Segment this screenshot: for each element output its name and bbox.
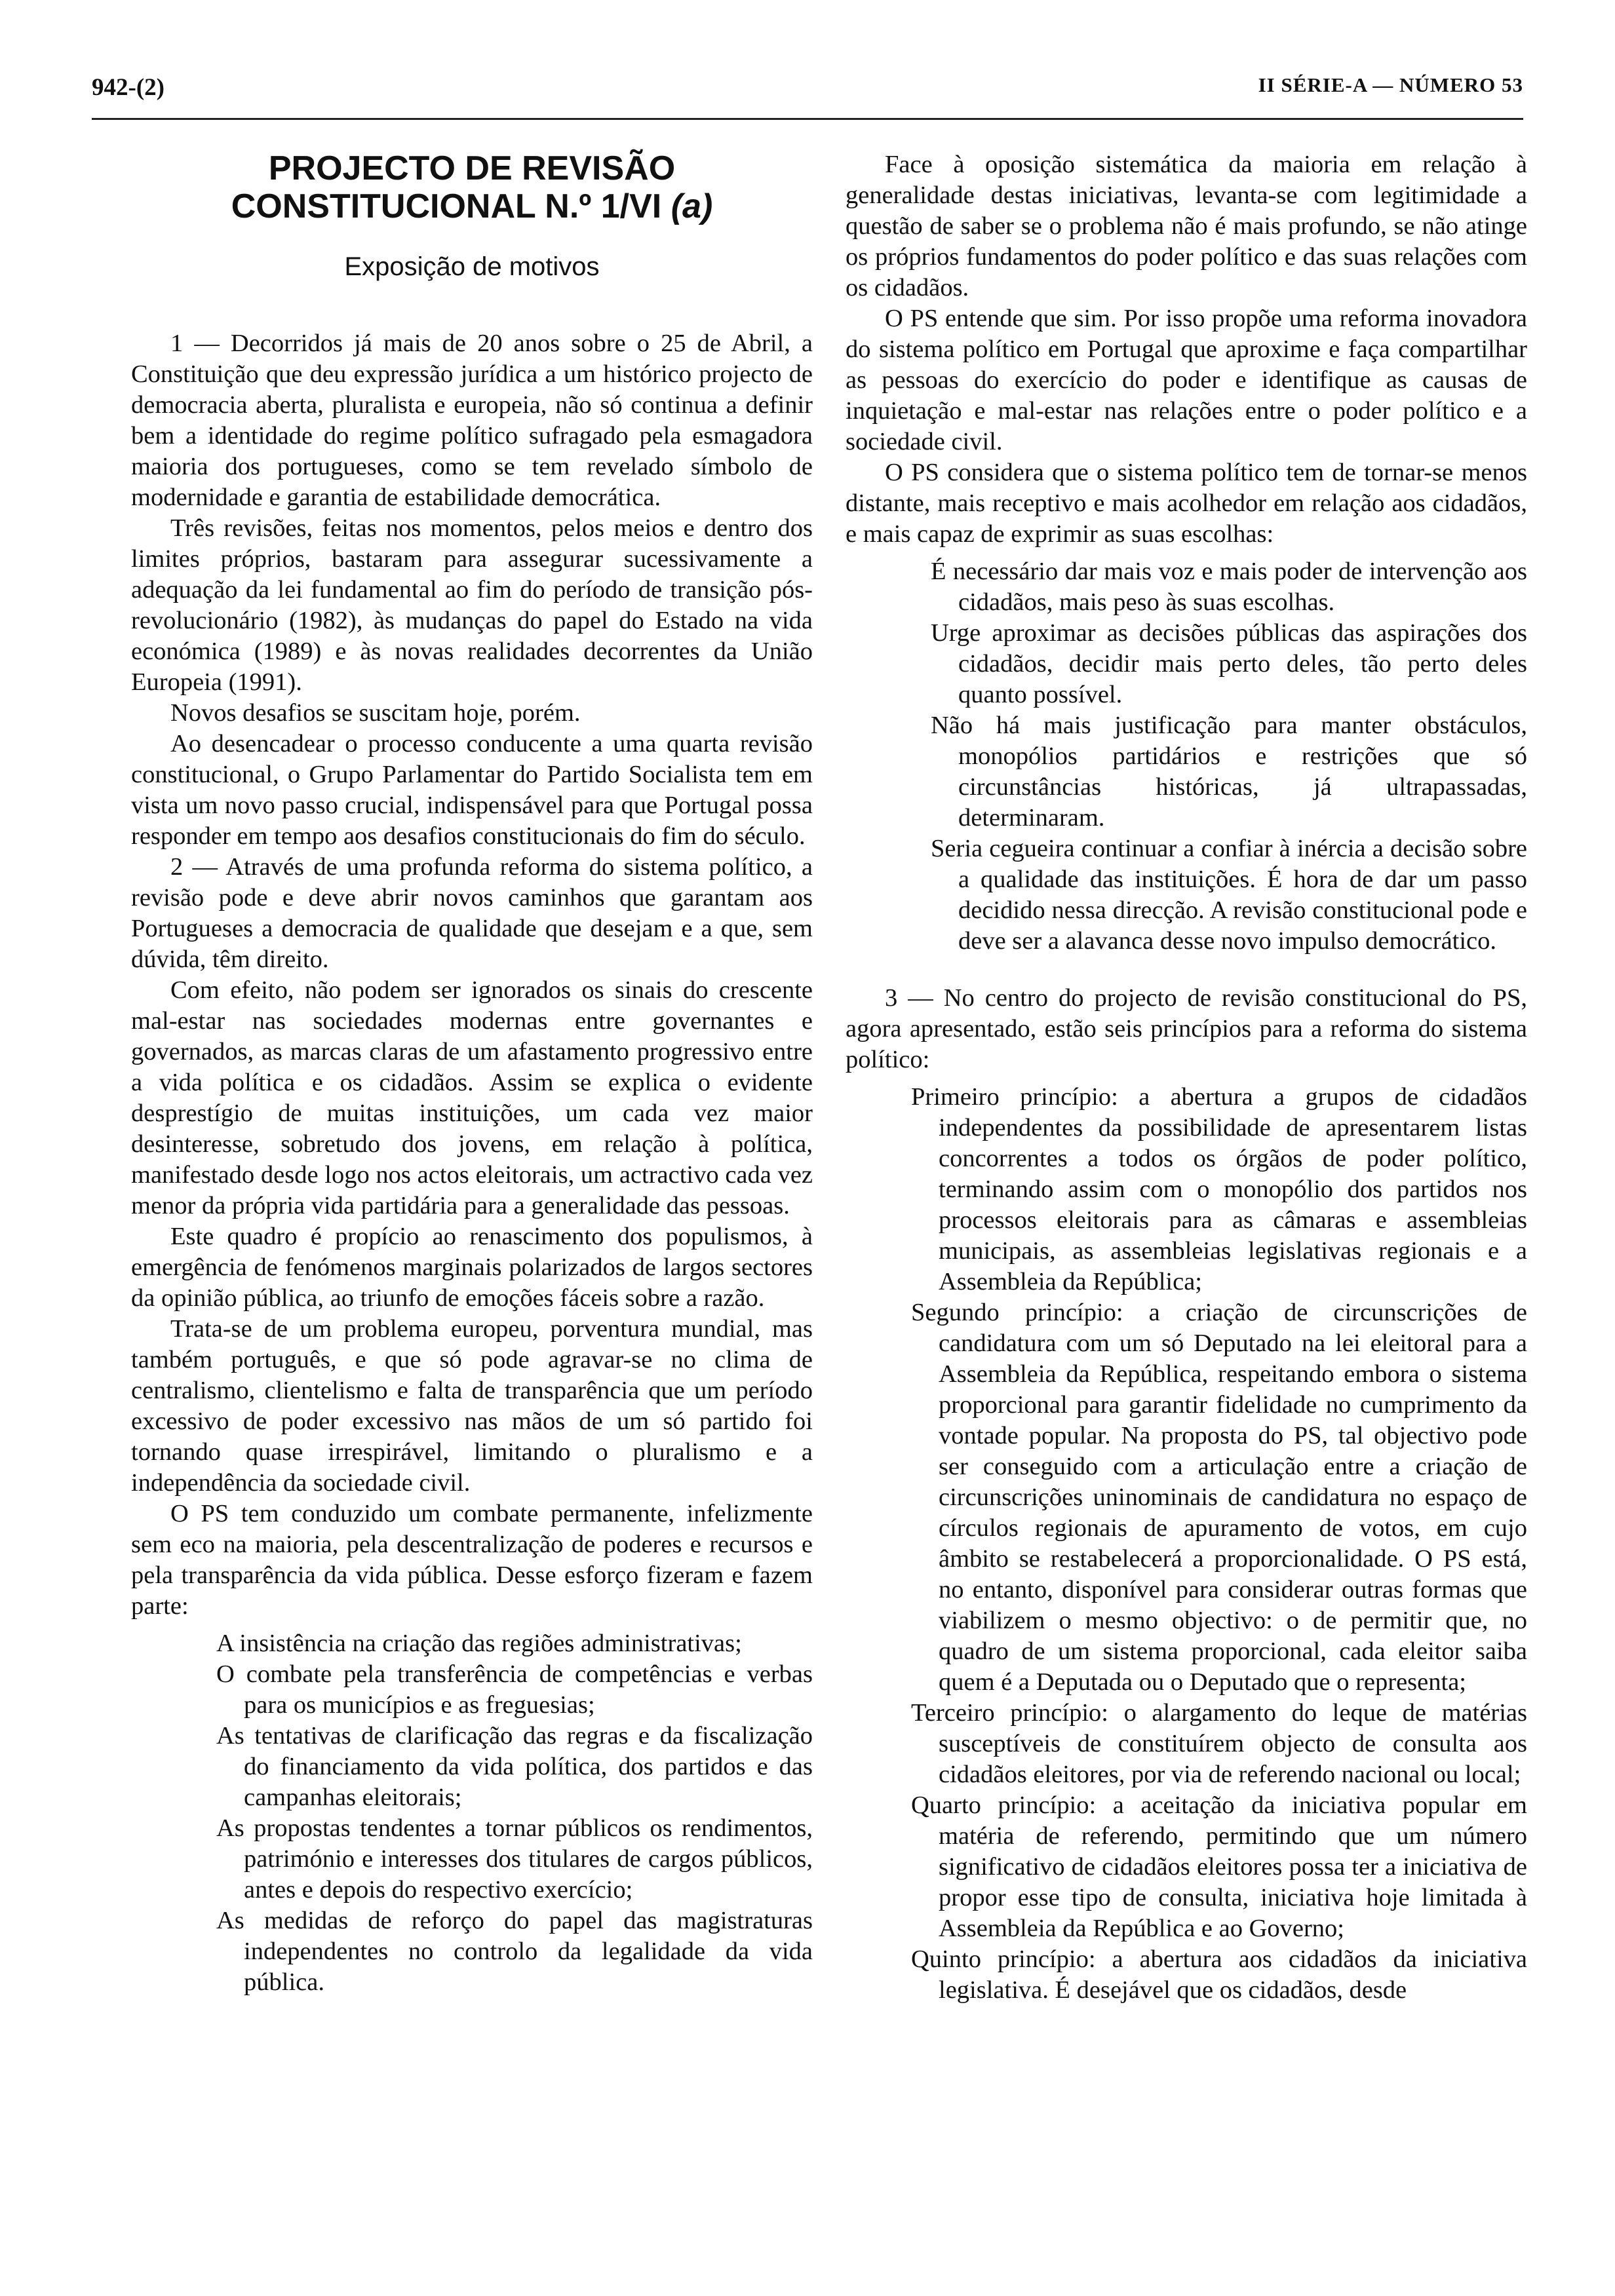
title-line-2-text: CONSTITUCIONAL N.º 1/VI	[231, 187, 662, 225]
list-item: O combate pela transferência de competências e verbas para os municípios e as freguesias;	[216, 1660, 813, 1719]
header-rule	[92, 118, 1523, 120]
list-item: Seria cegueira continuar a confiar à inércia a decisão sobre a qualidade das instituições. É hora de dar um passo decidido nessa direcção. A revisão constitucional pode e deve ser a alavanca desse novo impulso democrático.	[931, 835, 1527, 955]
principle-item: Primeiro princípio: a abertura a grupos de cidadãos independentes da possibilidade de apresentarem listas concorrentes a todos os órgãos de poder político, terminando assim com o monopólio dos partidos nos processos eleitorais para as câmaras e assembleias municipais, as assembleias legislativas regionais e a Assembleia da República;	[911, 1083, 1527, 1295]
principle-item: Segundo princípio: a criação de circunscrições de candidatura com um só Deputado na lei eleitoral para a Assembleia da República, respeitando embora o sistema proporcional para garantir fidelidade no cumprimento da vontade popular. Na proposta do PS, tal objectivo pode ser conseguido com a articulação entre a criação de circunscrições uninominais de candidatura no espaço de círculos regionais de apuramento de votos, em cujo âmbito se restabelecerá a proporcionalidade. O PS está, no entanto, disponível para considerar outras formas que viabilizem o mesmo objectivo: o de permitir que, no quadro de um sistema proporcional, cada eleitor saiba quem é a Deputada ou o Deputado que o representa;	[911, 1299, 1527, 1696]
paragraph: Ao desencadear o processo conducente a uma quarta revisão constitucional, o Grupo Parlamentar do Partido Socialista tem em vista um novo passo crucial, indispensável para que Portugal possa responder em tempo aos desafios constitucionais do fim do século.	[131, 730, 813, 850]
principle-item: Quinto princípio: a abertura aos cidadãos da iniciativa legislativa. É desejável que os cidadãos, desde	[911, 1945, 1527, 2004]
aims-list	[846, 556, 1527, 957]
document-title	[131, 149, 813, 225]
page-header	[0, 73, 1615, 119]
paragraph: O PS tem conduzido um combate permanente, infelizmente sem eco na maioria, pela descentralização de poderes e recursos e pela transparência da vida pública. Desse esforço fizeram e fazem parte:	[131, 1500, 813, 1620]
title-line-2	[131, 187, 813, 225]
paragraph: 3 — No centro do projecto de revisão constitucional do PS, agora apresentado, estão seis princípios para a reforma do sistema político:	[846, 984, 1527, 1073]
paragraph: 1 — Decorridos já mais de 20 anos sobre o 25 de Abril, a Constituição que deu expressão jurídica a um histórico projecto de democracia aberta, pluralista e europeia, não só continua a definir bem a identidade do regime político sufragado pela esmagadora maioria dos portugueses, como se tem revelado símbolo de modernidade e garantia de estabilidade democrática.	[131, 330, 813, 511]
title-footnote-ref: (a)	[671, 187, 713, 225]
paragraph: O PS entende que sim. Por isso propõe uma reforma inovadora do sistema político em Portugal que aproxime e faça compartilhar as pessoas do exercício do poder e identifique as causas de inquietação e mal-estar nas relações entre o poder político e a sociedade civil.	[846, 305, 1527, 455]
principle-item: Quarto princípio: a aceitação da iniciativa popular em matéria de referendo, permitindo que um número significativo de cidadãos eleitores possa ter a iniciativa de propor esse tipo de consulta, iniciativa hoje limitada à Assembleia da República e ao Governo;	[911, 1791, 1527, 1942]
measures-list	[131, 1628, 813, 1998]
paragraph: Com efeito, não podem ser ignorados os sinais do crescente mal-estar nas sociedades modernas entre governantes e governados, as marcas claras de um afastamento progressivo entre a vida política e os cidadãos. Assim se explica o evidente desprestígio de muitas instituições, um cada vez maior desinteresse, sobretudo dos jovens, em relação à política, manifestado desde logo nos actos eleitorais, um actractivo cada vez menor da própria vida partidária para a generalidade das pessoas.	[131, 976, 813, 1219]
list-item: Urge aproximar as decisões públicas das aspirações dos cidadãos, decidir mais perto deles, tão perto deles quanto possível.	[931, 619, 1527, 708]
list-item: As medidas de reforço do papel das magistraturas independentes no controlo da legalidade da vida pública.	[216, 1907, 813, 1996]
list-item: A insistência na criação das regiões administrativas;	[216, 1630, 742, 1657]
paragraph: Novos desafios se suscitam hoje, porém.	[170, 699, 581, 727]
principles-list	[846, 1082, 1527, 2006]
list-item: É necessário dar mais voz e mais poder de intervenção aos cidadãos, mais peso às suas escolhas.	[931, 558, 1527, 616]
paragraph: Três revisões, feitas nos momentos, pelos meios e dentro dos limites próprios, bastaram para assegurar sucessivamente a adequação da lei fundamental ao fim do período de transição pós-revolucionário (1982), às mudanças do papel do Estado na vida económica (1989) e às novas realidades decorrentes da União Europeia (1991).	[131, 514, 813, 696]
left-column	[131, 149, 813, 2004]
paragraph: Face à oposição sistemática da maioria em relação à generalidade destas iniciativas, levanta-se com legitimidade a questão de saber se o problema não é mais profundo, se não atinge os próprios fundamentos do poder político e das suas relações com os cidadãos.	[846, 151, 1527, 301]
paragraph: Trata-se de um problema europeu, porventura mundial, mas também português, e que só pode agravar-se no clima de centralismo, clientelismo e falta de transparência que um período excessivo de poder excessivo nas mãos de um só partido foi tornando quase irrespirável, limitando o pluralismo e a independência da sociedade civil.	[131, 1315, 813, 1497]
paragraph: Este quadro é propício ao renascimento dos populismos, à emergência de fenómenos marginais polarizados de largos sectores da opinião pública, ao triunfo de emoções fáceis sobre a razão.	[131, 1223, 813, 1312]
list-item: Não há mais justificação para manter obstáculos, monopólios partidários e restrições que só circunstâncias históricas, já ultrapassadas, determinaram.	[931, 712, 1527, 832]
paragraph: 2 — Através de uma profunda reforma do sistema político, a revisão pode e deve abrir novos caminhos que garantam aos Portugueses a democracia de qualidade que desejam e a que, sem dúvida, têm direito.	[131, 853, 813, 973]
series-number: II SÉRIE-A — NÚMERO 53	[1258, 73, 1523, 96]
right-column	[846, 149, 1527, 2012]
section-subtitle: Exposição de motivos	[344, 252, 600, 281]
page-number: 942-(2)	[92, 74, 165, 101]
list-item: As tentativas de clarificação das regras e da fiscalização do financiamento da vida política, dos partidos e das campanhas eleitorais;	[216, 1722, 813, 1811]
principle-item: Terceiro princípio: o alargamento do leque de matérias susceptíveis de constituírem objecto de consulta aos cidadãos eleitores, por via de referendo nacional ou local;	[911, 1699, 1527, 1788]
list-item: As propostas tendentes a tornar públicos os rendimentos, património e interesses dos titulares de cargos públicos, antes e depois do respectivo exercício;	[216, 1814, 813, 1904]
paragraph: O PS considera que o sistema político tem de tornar-se menos distante, mais receptivo e mais acolhedor em relação aos cidadãos, e mais capaz de exprimir as suas escolhas:	[846, 459, 1527, 548]
title-line-1: PROJECTO DE REVISÃO	[268, 149, 676, 187]
